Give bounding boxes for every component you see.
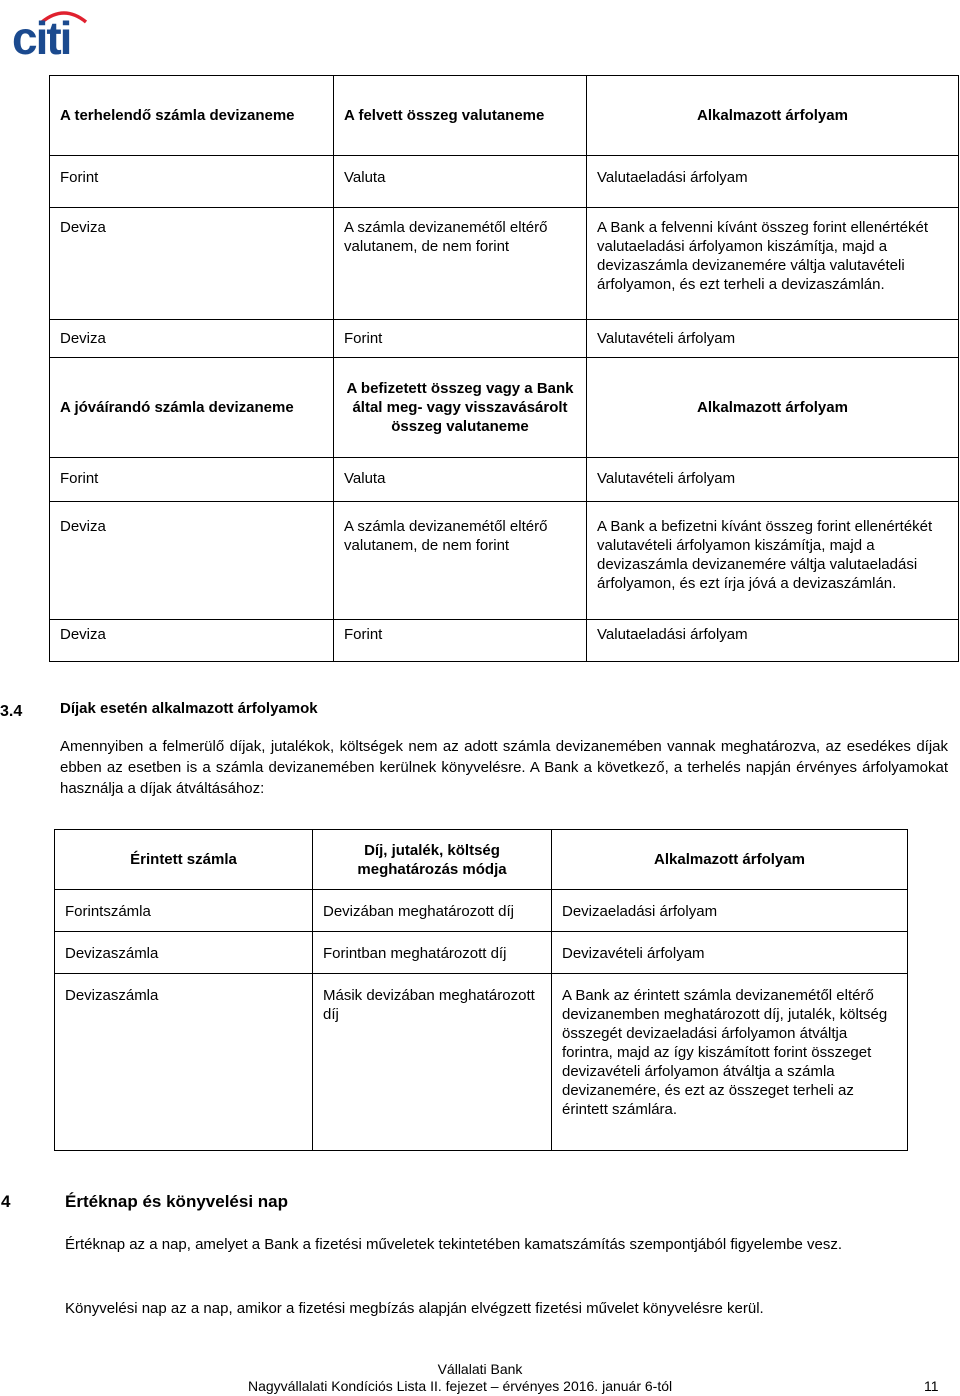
table2-header-rate: Alkalmazott árfolyam — [587, 358, 959, 458]
table-row — [50, 458, 959, 502]
section-3-4-number: 3.4 — [0, 703, 23, 720]
table-cell: Devizaszámla — [55, 974, 313, 1151]
table-cell: Forint — [334, 620, 587, 662]
table-cell: Forint — [334, 320, 587, 358]
table-row — [50, 320, 959, 358]
table-cell: Devizában meghatározott díj — [313, 890, 552, 932]
table-cell: Valuta — [334, 458, 587, 502]
table1-header-rate: Alkalmazott árfolyam — [587, 76, 959, 156]
table-cell: Forintban meghatározott díj — [313, 932, 552, 974]
footer-bank-name: Vállalati Bank — [437, 1361, 523, 1377]
footer-page-number: 11 — [924, 1378, 939, 1394]
table-cell: Valutaeladási árfolyam — [587, 620, 959, 662]
section-4-title: Értéknap és könyvelési nap — [65, 1192, 288, 1211]
table-cell: A számla devizanemétől eltérő valutanem, de nem forint — [334, 502, 587, 620]
table-row — [50, 208, 959, 320]
table-cell: Másik devizában meghatározott díj — [313, 974, 552, 1151]
table-cell: Valutaeladási árfolyam — [587, 156, 959, 208]
table3-header-fee: Díj, jutalék, költség meghatározás módja — [313, 830, 552, 890]
debit-exchange-table — [49, 75, 959, 358]
table-row — [55, 890, 908, 932]
table-cell: Forint — [50, 458, 334, 502]
section-4-number: 4 — [1, 1192, 11, 1211]
table-cell: Devizaszámla — [55, 932, 313, 974]
footer-document-title: Nagyvállalati Kondíciós Lista II. fejezet – érvényes 2016. január 6-tól — [248, 1378, 673, 1394]
table-cell: A Bank a felvenni kívánt összeg forint ellenértékét valutaeladási árfolyamon kiszámítja, majd a devizaszámla devizanemére váltja valutavételi árfolyamon, és ezt terheli a devizaszámlán. — [587, 208, 959, 320]
section-3-4-paragraph: Amennyiben a felmerülő díjak, jutalékok, költségek nem az adott számla devizanemében vannak meghatározva, az esedékes díjak ebben az esetben is a számla devizanemében kerülnek könyvelésre. A Bank a következő, a terhelés napján érvényes árfolyamokat használja a díjak átváltásához: — [60, 738, 948, 797]
table-cell: Deviza — [50, 620, 334, 662]
table-cell: Forint — [50, 156, 334, 208]
table1-header-currency: A felvett összeg valutaneme — [334, 76, 587, 156]
table3-header-rate: Alkalmazott árfolyam — [552, 830, 908, 890]
table-cell: Valuta — [334, 156, 587, 208]
table-cell: Devizavételi árfolyam — [552, 932, 908, 974]
table-cell: A Bank a befizetni kívánt összeg forint ellenértékét valutavételi árfolyamon kiszámítja, majd a devizaszámla devizanemére váltja valutaeladási árfolyamon, és ezt írja jóvá a devizaszámlán. — [587, 502, 959, 620]
citi-logo — [12, 8, 92, 58]
fee-exchange-table — [54, 829, 908, 1151]
table-row — [55, 932, 908, 974]
table-row — [50, 620, 959, 662]
table-cell: Deviza — [50, 502, 334, 620]
table2-header-account: A jóváírandó számla devizaneme — [50, 358, 334, 458]
logo-text: citi — [12, 12, 71, 58]
table-cell: Devizaeladási árfolyam — [552, 890, 908, 932]
table-row — [50, 156, 959, 208]
table2-header-currency: A befizetett összeg vagy a Bank által meg- vagy visszavásárolt összeg valutaneme — [334, 358, 587, 458]
table1-header-account: A terhelendő számla devizaneme — [50, 76, 334, 156]
section-3-4-title: Díjak esetén alkalmazott árfolyamok — [60, 700, 318, 717]
credit-exchange-table — [49, 357, 959, 662]
section-4-value-date-paragraph: Értéknap az a nap, amelyet a Bank a fizetési műveletek tekintetében kamatszámítás szempontjából figyelembe vesz. — [65, 1236, 843, 1253]
table-row — [55, 974, 908, 1151]
table-cell: Deviza — [50, 208, 334, 320]
table-cell: A Bank az érintett számla devizanemétől eltérő devizanemben meghatározott díj, jutalék, költség összegét devizaeladási árfolyamon átváltja forintra, majd az így kiszámított forint összeget devizavételi árfolyamon átváltja a számla devizanemére, és ezt az összeget terheli az érintett számlára. — [552, 974, 908, 1151]
table-cell: Valutavételi árfolyam — [587, 458, 959, 502]
table-cell: Forintszámla — [55, 890, 313, 932]
table-row — [50, 502, 959, 620]
table-cell: Valutavételi árfolyam — [587, 320, 959, 358]
section-4-booking-date-paragraph: Könyvelési nap az a nap, amikor a fizetési megbízás alapján elvégzett fizetési művelet könyvelésre kerül. — [65, 1300, 764, 1317]
table3-header-account: Érintett számla — [55, 830, 313, 890]
table-cell: Deviza — [50, 320, 334, 358]
table-cell: A számla devizanemétől eltérő valutanem, de nem forint — [334, 208, 587, 320]
